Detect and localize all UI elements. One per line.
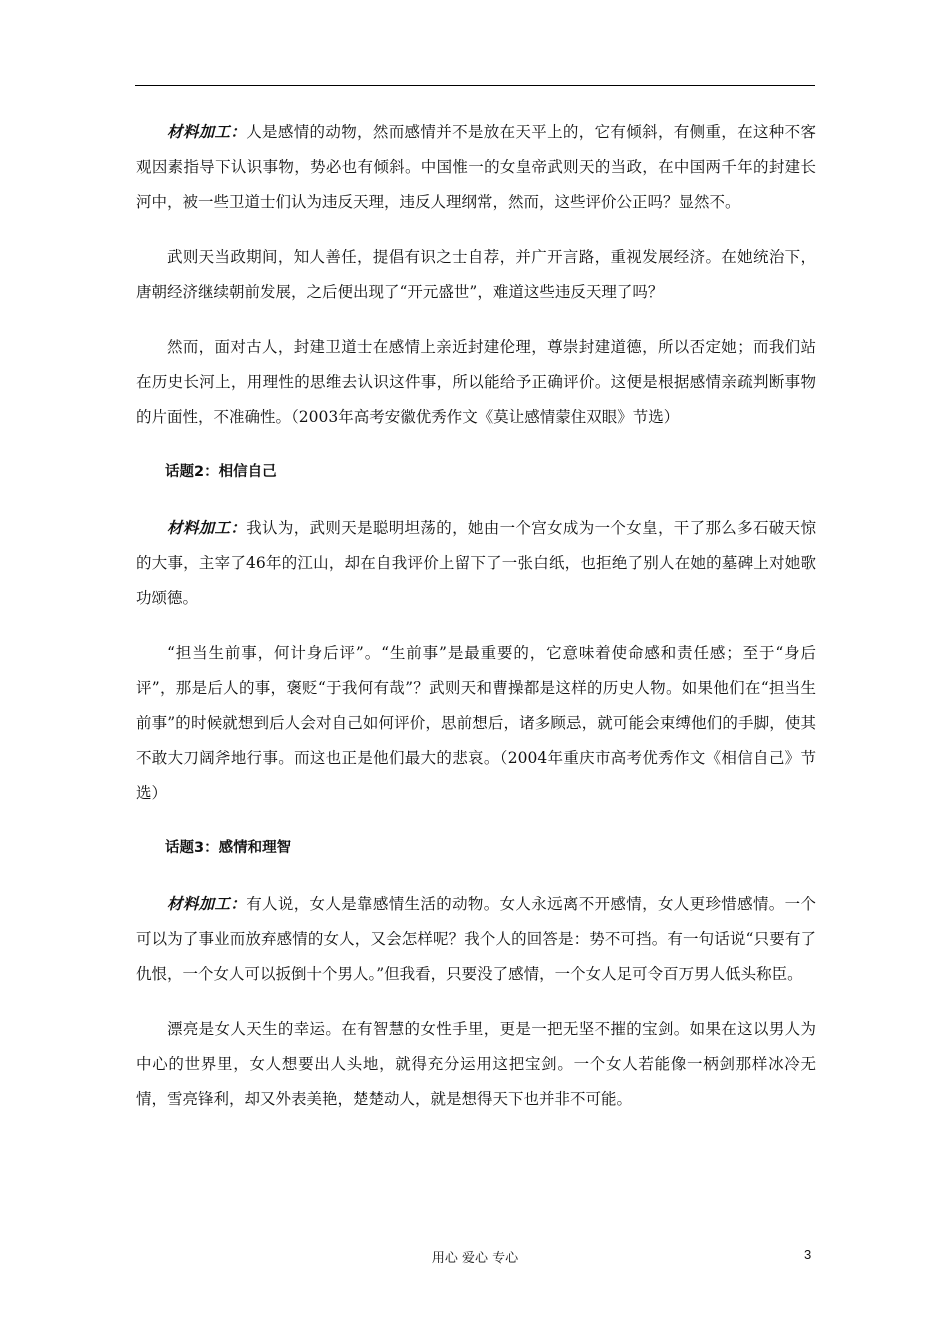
- document-body: [136, 114, 816, 1137]
- section1-paragraph-2: 武则天当政期间，知人善任，提倡有识之士自荐，并广开言路，重视发展经济。在她统治下，唐朝经济继续朝前发展，之后便出现了“开元盛世”，难道这些违反天理了吗？: [136, 248, 816, 301]
- section1-paragraph-1: [136, 114, 816, 220]
- header-rule: [135, 85, 815, 86]
- section1-paragraph-3: 然而，面对古人，封建卫道士在感情上亲近封建伦理，尊崇封建道德，所以否定她；而我们站在历史长河上，用理性的思维去认识这件事，所以能给予正确评价。这便是根据感情亲疏判断事物的片面性，不准确性。（2003年高考安徽优秀作文《莫让感情蒙住双眼》节选）: [136, 338, 816, 426]
- paragraph-text: 人是感情的动物，然而感情并不是放在天平上的，它有倾斜，有侧重，在这种不客观因素指导下认识事物，势必也有倾斜。中国惟一的女皇帝武则天的当政，在中国两千年的封建长河中，被一些卫道士们认为违反天理，违反人理纲常，然而，这些评价公正吗？显然不。: [136, 123, 816, 211]
- material-lead-label: 材料加工：: [167, 518, 247, 537]
- paragraph-text: 有人说，女人是靠感情生活的动物。女人永远离不开感情，女人更珍惜感情。一个可以为了事业而放弃感情的女人，又会怎样呢？我个人的回答是：势不可挡。有一句话说“只要有了仇恨，一个女人可以扳倒十个男人。”但我看，只要没了感情，一个女人足可令百万男人低头称臣。: [136, 895, 816, 983]
- footer-motto: 用心 爱心 专心: [431, 1251, 519, 1266]
- paragraph-text: 我认为，武则天是聪明坦荡的，她由一个宫女成为一个女皇，干了那么多石破天惊的大事，主宰了46年的江山，却在自我评价上留下了一张白纸，也拒绝了别人在她的墓碑上对她歌功颂德。: [136, 519, 816, 607]
- topic-heading-2: 话题2：相信自己: [165, 464, 277, 480]
- material-lead-label: 材料加工：: [167, 894, 247, 913]
- section2-paragraph-2: “担当生前事，何计身后评”。“生前事”是最重要的，它意味着使命感和责任感；至于“身后评”，那是后人的事，褒贬“于我何有哉”？武则天和曹操都是这样的历史人物。如果他们在“担当生前事”的时候就想到后人会对自己如何评价，思前想后，诸多顾忌，就可能会束缚他们的手脚，使其不敢大刀阔斧地行事。而这也正是他们最大的悲哀。（2004年重庆市高考优秀作文《相信自己》节选）: [136, 644, 816, 802]
- page-number: 3: [804, 1247, 812, 1262]
- section2-paragraph-1: [136, 510, 816, 616]
- section3-paragraph-1: [136, 886, 816, 992]
- section3-paragraph-2: 漂亮是女人天生的幸运。在有智慧的女性手里，更是一把无坚不摧的宝剑。如果在这以男人为中心的世界里，女人想要出人头地，就得充分运用这把宝剑。一个女人若能像一柄剑那样冰冷无情，雪亮锋利，却又外表美艳，楚楚动人，就是想得天下也并非不可能。: [136, 1020, 816, 1108]
- material-lead-label: 材料加工：: [167, 122, 247, 141]
- topic-heading-3: 话题3：感情和理智: [165, 840, 292, 856]
